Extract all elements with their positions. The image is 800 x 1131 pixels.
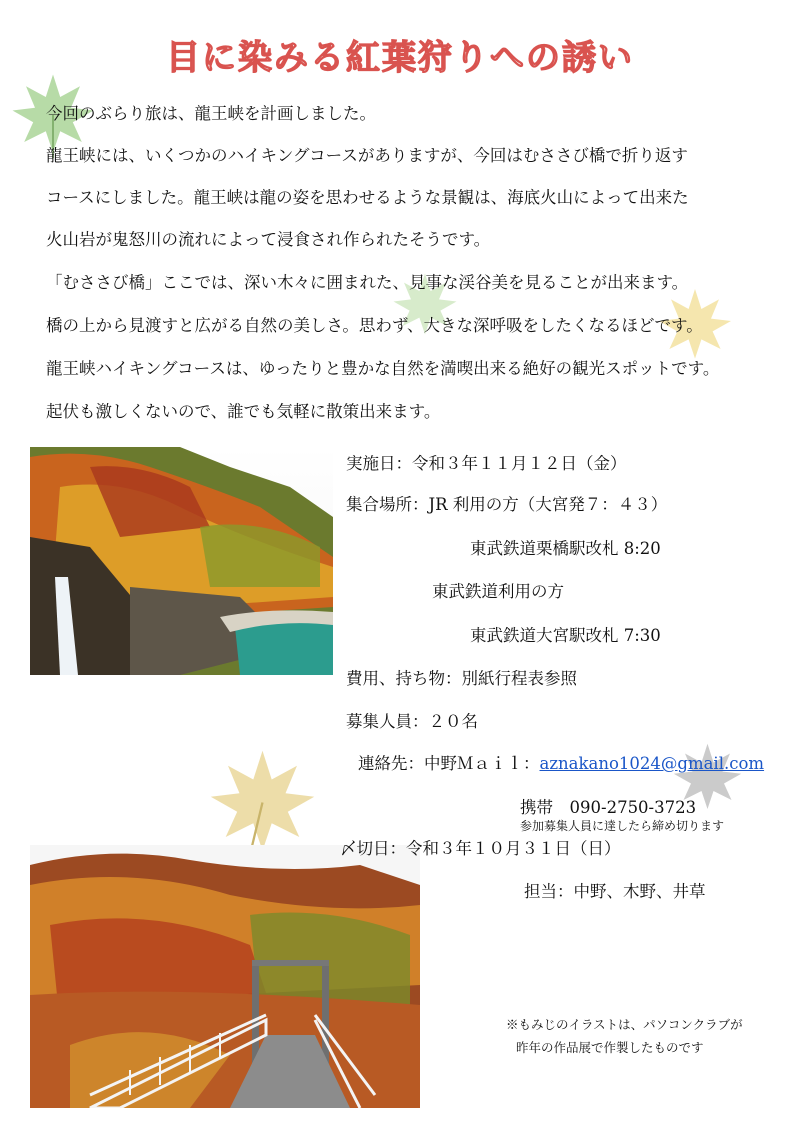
bridge-photo	[30, 845, 420, 1108]
meeting-tobu-station: 東武鉄道大宮駅改札 7:30	[470, 626, 661, 645]
meeting-jr-station: 東武鉄道栗橋駅改札 8:20	[470, 539, 661, 558]
intro-line-2: 龍王峡には、いくつかのハイキングコースがありますが、今回はむささび橋で折り返す	[46, 146, 688, 165]
footnote-line-2: 昨年の作品展で作製したものです	[516, 1040, 704, 1055]
gorge-photo	[30, 447, 333, 675]
deadline: 〆切日：令和３年１０月３１日（日）	[340, 839, 621, 858]
footnote-line-1: ※もみじのイラストは、パソコンクラブが	[506, 1017, 743, 1032]
intro-line-1: 今回のぶらり旅は、龍王峡を計画しました。	[46, 104, 376, 123]
meeting-tobu-label: 東武鉄道利用の方	[432, 582, 564, 601]
intro-line-4: 火山岩が鬼怒川の流れによって浸食され作られたそうです。	[46, 230, 491, 249]
contact-email-link[interactable]: aznakano1024@gmail.com	[539, 754, 765, 773]
intro-line-3: コースにしました。龍王峡は龍の姿を思わせるような景観は、海底火山によって出来た	[46, 188, 689, 207]
intro-line-8: 起伏も激しくないので、誰でも気軽に散策出来ます。	[46, 402, 441, 421]
intro-line-5: 「むささび橋」ここでは、深い木々に囲まれた、見事な渓谷美を見ることが出来ます。	[46, 273, 689, 292]
cost-items: 費用、持ち物：別紙行程表参照	[346, 669, 577, 688]
capacity-note: 参加募集人員に達したら締め切ります	[520, 819, 725, 833]
maple-leaf-yellow-icon	[205, 745, 320, 860]
contact-label: 連絡先：中野Ｍａｉｌ：	[358, 754, 540, 773]
staff: 担当：中野、木野、井草	[524, 882, 706, 901]
mobile-number: 携帯 090-2750-3723	[520, 798, 697, 817]
capacity: 募集人員：２０名	[346, 712, 478, 731]
meeting-place: 集合場所：JR 利用の方（大宮発７：４３）	[346, 495, 668, 514]
intro-line-6: 橋の上から見渡すと広がる自然の美しさ。思わず、大きな深呼吸をしたくなるほどです。	[46, 316, 703, 335]
intro-line-7: 龍王峡ハイキングコースは、ゆったりと豊かな自然を満喫出来る絶好の観光スポットです。	[46, 359, 720, 378]
contact	[358, 750, 764, 774]
page-title: 目に染みる紅葉狩りへの誘い	[166, 38, 634, 78]
event-date: 実施日：令和３年１１月１２日（金）	[346, 454, 627, 473]
